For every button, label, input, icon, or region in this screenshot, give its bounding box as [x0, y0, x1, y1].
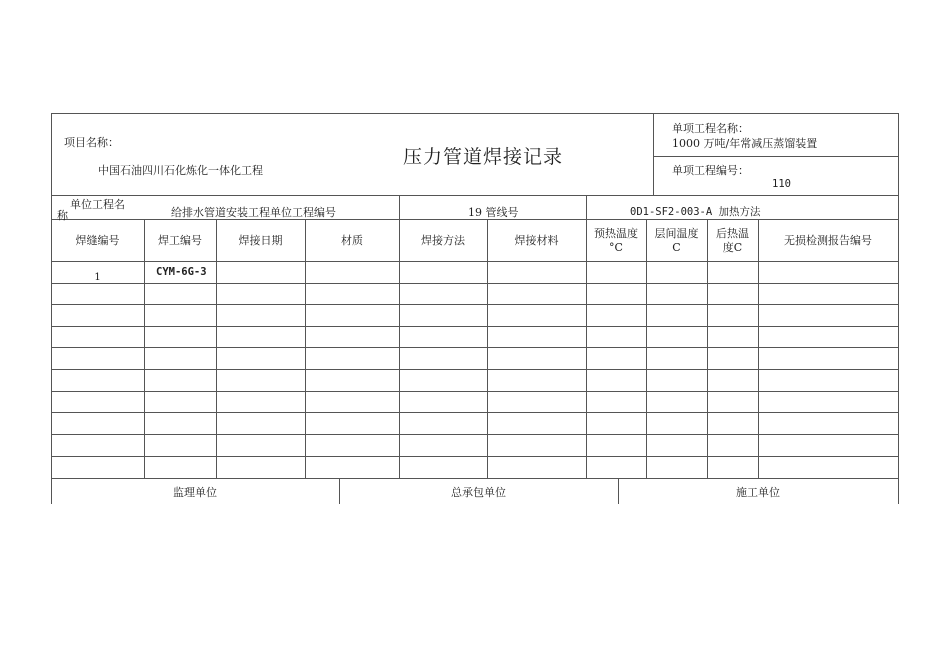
- col-divider-2: [216, 219, 217, 478]
- col-divider-9: [758, 219, 759, 478]
- col-divider-6: [586, 219, 587, 478]
- row-line-8: [51, 412, 899, 413]
- col-divider-5: [487, 219, 488, 478]
- col-divider-3: [305, 219, 306, 478]
- row-line-3: [51, 304, 899, 305]
- table-row-1-weld-no: 1: [94, 272, 101, 283]
- unit-name-label-line1: 单位工程名: [70, 198, 125, 211]
- col-material: 材质: [341, 234, 363, 247]
- unit-row-divider-2: [586, 195, 587, 219]
- border-right: [898, 113, 899, 504]
- unit-name-label-line2: 称: [57, 209, 68, 222]
- footer-general-contractor: 总承包单位: [451, 486, 506, 499]
- row-line-11: [51, 478, 899, 479]
- unit-name-value: 给排水管道安装工程单位工程编号: [171, 206, 336, 219]
- row-line-9: [51, 434, 899, 435]
- border-top: [51, 113, 899, 114]
- row-line-7: [51, 391, 899, 392]
- row-line-5: [51, 347, 899, 348]
- border-left: [51, 113, 52, 504]
- project-name-value: 中国石油四川石化炼化一体化工程: [98, 164, 263, 177]
- col-postheat-temp-line2: 度C: [722, 241, 743, 254]
- single-project-no-label: 单项工程编号：: [672, 164, 749, 177]
- pipeline-no: 19 管线号: [468, 206, 519, 219]
- col-postheat-temp-line1: 后热温: [716, 227, 749, 240]
- row-line-4: [51, 326, 899, 327]
- footer-construction-unit: 施工单位: [736, 486, 780, 499]
- col-weld-method: 焊接方法: [421, 234, 465, 247]
- table-row-1-welder-no: CYM-6G-3: [156, 266, 207, 278]
- col-divider-8: [707, 219, 708, 478]
- project-name-label: 项目名称：: [64, 136, 119, 149]
- col-weld-material: 焊接材料: [514, 234, 559, 247]
- single-project-name-label: 单项工程名称：: [672, 122, 749, 135]
- col-preheat-temp-line1: 预热温度: [594, 227, 638, 240]
- divider-name-number: [653, 156, 899, 157]
- divider-header-unit: [51, 195, 899, 196]
- single-project-name-value: 1000 万吨/年常减压蒸馏装置: [672, 137, 818, 150]
- footer-supervisor: 监理单位: [173, 486, 217, 499]
- col-divider-4: [399, 219, 400, 478]
- row-line-1: [51, 261, 899, 262]
- heating-method: 0D1-SF2-003-A 加热方法: [630, 206, 761, 218]
- col-welder-no: 焊工编号: [158, 234, 202, 247]
- col-weld-no: 焊缝编号: [75, 234, 120, 247]
- row-line-6: [51, 369, 899, 370]
- single-project-no-value: 110: [772, 178, 791, 190]
- page-title: 压力管道焊接记录: [403, 146, 564, 168]
- row-line-10: [51, 456, 899, 457]
- col-divider-7: [646, 219, 647, 478]
- col-interlayer-temp-line1: 层间温度: [654, 227, 699, 240]
- col-preheat-temp-line2: °C: [609, 241, 623, 254]
- row-line-2: [51, 283, 899, 284]
- col-ndt-report-no: 无损检测报告编号: [784, 234, 872, 247]
- col-divider-1: [144, 219, 145, 478]
- col-interlayer-temp-line2: C: [672, 241, 681, 254]
- col-weld-date: 焊接日期: [238, 234, 283, 247]
- divider-unit-columns: [51, 219, 899, 220]
- unit-row-divider-1: [399, 195, 400, 219]
- header-divider: [653, 113, 654, 195]
